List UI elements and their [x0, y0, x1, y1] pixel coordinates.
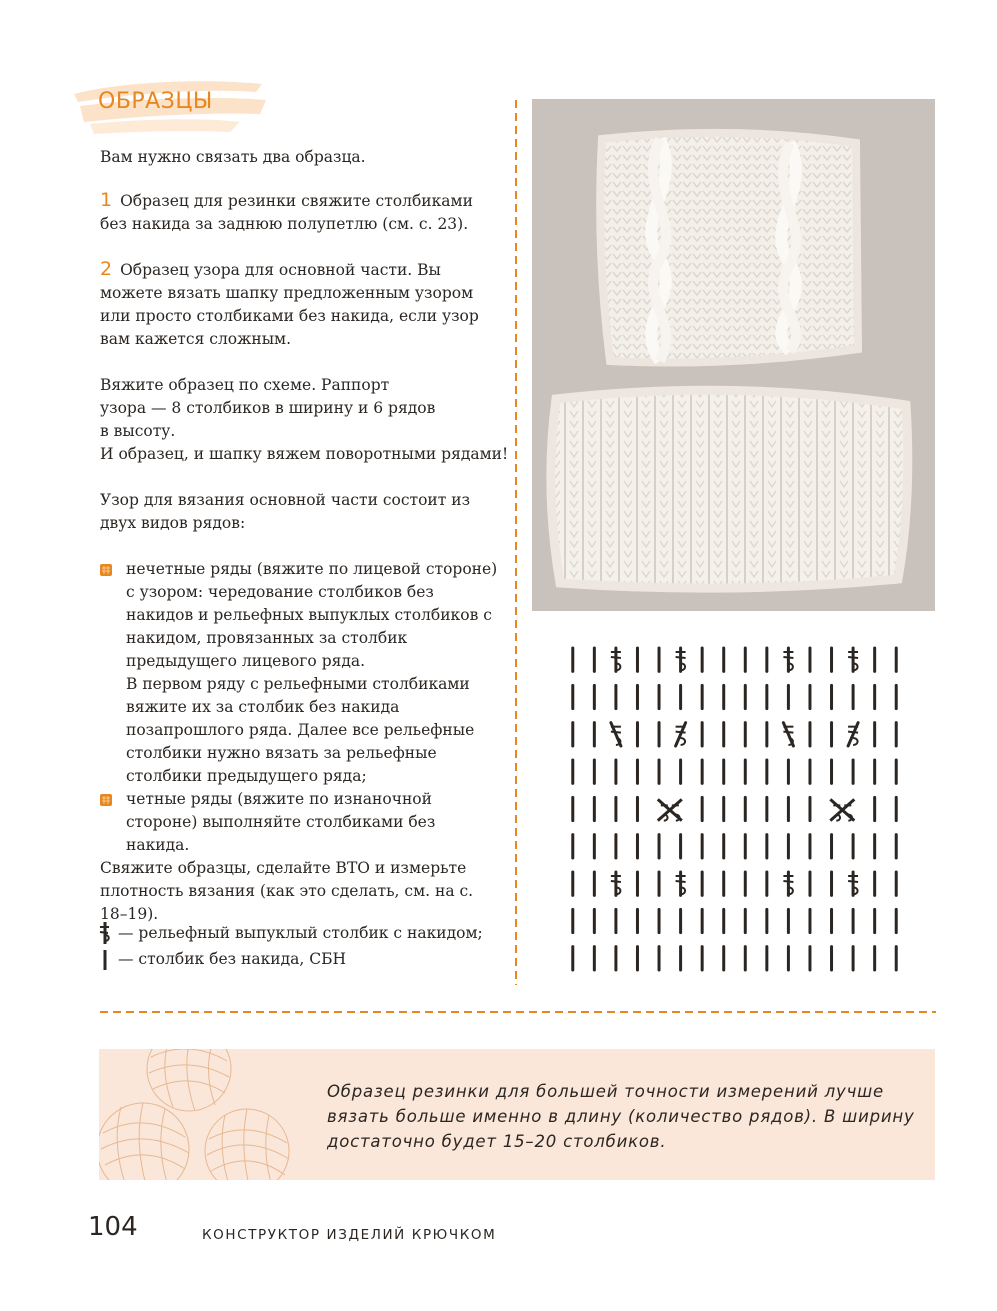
vertical-dashed-divider — [514, 100, 518, 985]
gauge-text: Свяжите образцы, сделайте ВТО и измерьте плотность вязания (как это сделать, см. на с. 18–19). — [100, 859, 474, 923]
swatches-illustration — [532, 99, 935, 611]
legend-fpdc-text: — рельефный выпуклый столбик с накидом; — [118, 923, 483, 942]
crochet-pattern-chart — [562, 642, 907, 978]
chart-fpdc-symbol — [783, 648, 793, 671]
item-1-number: 1 — [100, 189, 113, 211]
item-1 — [100, 189, 502, 236]
chart-fpdc-symbol — [676, 723, 686, 746]
item-2-text: Образец узора для основной части. Вы можете вязать шапку предложенным узором или просто столбиками без накида, если узор вам кажется сложным. — [100, 261, 479, 348]
legend-sc-text: — столбик без накида, СБН — [118, 949, 347, 968]
chart-fpdc-symbol — [611, 648, 621, 671]
scheme-text: Вяжите образец по схеме. Раппорт узора — 8 столбиков в ширину и 6 рядов в высоту. — [100, 376, 436, 440]
legend-row-fpdc — [96, 920, 496, 946]
item-2 — [100, 258, 502, 351]
item-2-number: 2 — [100, 258, 113, 280]
section-heading: ОБРАЗЦЫ — [98, 89, 213, 114]
chart-fpdc-symbol — [848, 872, 858, 895]
chart-cross-symbol — [830, 799, 854, 820]
yarn-balls-icon — [99, 1049, 319, 1180]
chart-fpdc-symbol — [848, 723, 858, 746]
bullet-even-text: четные ряды (вяжите по изнаночной стороне) выполняйте столбиками без накида. — [126, 790, 436, 854]
chart-fpdc-symbol — [611, 872, 621, 895]
chart-fpdc-symbol — [848, 648, 858, 671]
yarn-bullet-icon — [100, 564, 112, 576]
yarn-bullet-icon — [100, 794, 112, 806]
tip-text: Образец резинки для большей точности измерений лучше вязать больше именно в длину (количество рядов). В ширину достаточно будет 15–20 столбиков. — [327, 1082, 915, 1151]
chart-fpdc-symbol — [676, 648, 686, 671]
bullet-even-rows — [100, 788, 502, 857]
swatches-photo — [532, 99, 935, 611]
pattern-intro: Узор для вязания основной части состоит из двух видов рядов: — [100, 491, 471, 532]
bullet-odd-extra: В первом ряду с рельефными столбиками вяжите их за столбик без накида позапрошлого ряда. Далее все рельефные столбики нужно вязать за рельефные столбики предыдущего ряда; — [126, 675, 475, 785]
bullet-odd-text: нечетные ряды (вяжите по лицевой стороне) с узором: чередование столбиков без накидов и рельефных выпуклых столбиков с накидом, провязанных за столбик предыдущего лицевого ряда. — [126, 560, 498, 670]
intro-text: Вам нужно связать два образца. — [100, 148, 366, 166]
item-1-text: Образец для резинки свяжите столбиками без накида за заднюю полупетлю (см. с. 23). — [100, 192, 473, 233]
running-title: КОНСТРУКТОР ИЗДЕЛИЙ КРЮЧКОМ — [202, 1227, 497, 1243]
bullet-odd-rows — [100, 558, 502, 788]
chart-fpdc-symbol — [611, 723, 621, 746]
chart-fpdc-symbol — [676, 872, 686, 895]
chart-fpdc-symbol — [783, 872, 793, 895]
chart-cross-symbol — [658, 799, 682, 820]
horizontal-dashed-divider — [100, 1008, 936, 1016]
rows-text: И образец, и шапку вяжем поворотными рядами! — [100, 445, 509, 463]
tip-box — [99, 1049, 935, 1180]
sc-symbol-icon — [96, 946, 114, 972]
page-number: 104 — [88, 1212, 138, 1242]
legend-row-sc — [96, 946, 496, 972]
legend — [96, 920, 496, 972]
chart-fpdc-symbol — [783, 723, 793, 746]
front-post-dc-symbol-icon — [96, 920, 114, 946]
